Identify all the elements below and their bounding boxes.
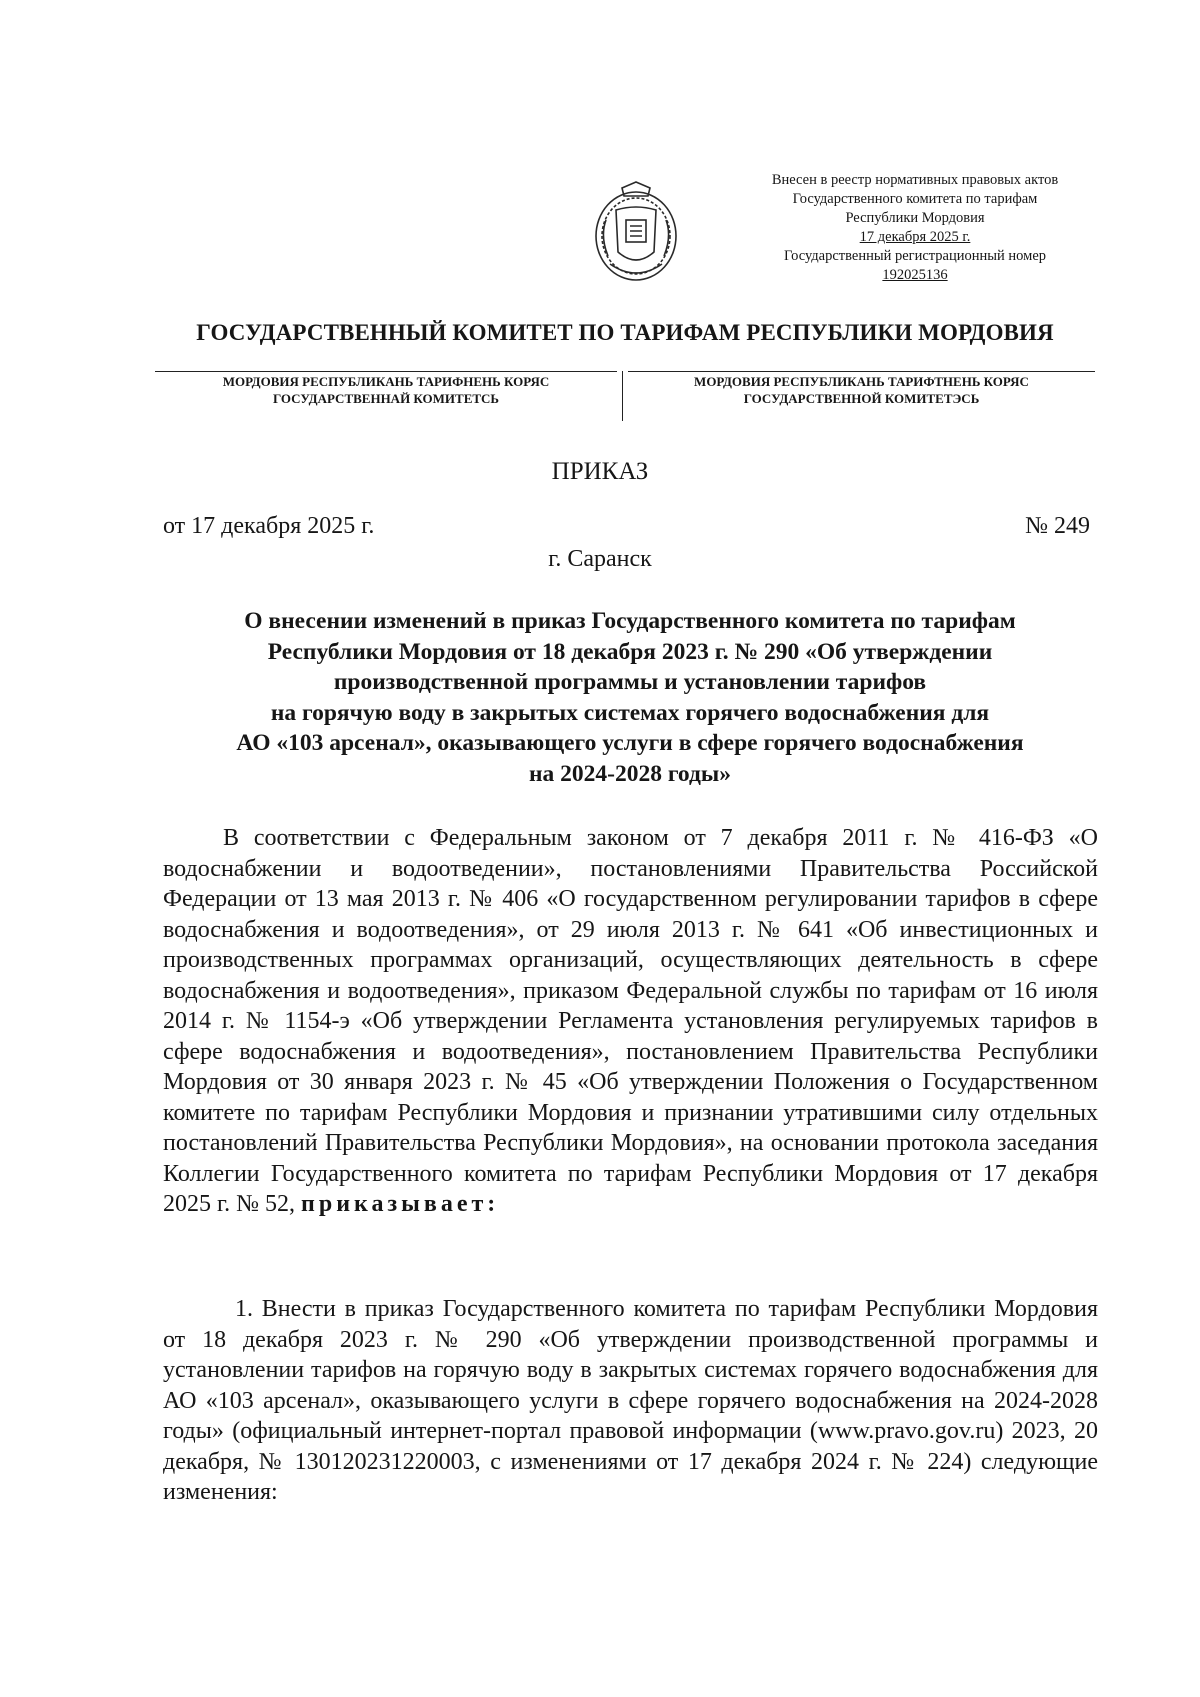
registry-line: Внесен в реестр нормативных правовых актов — [771, 172, 1059, 188]
header-subline: ГОСУДАРСТВЕННОЙ КОМИТЕТЭСЬ — [743, 391, 980, 406]
committee-name: ГОСУДАРСТВЕННЫЙ КОМИТЕТ ПО ТАРИФАМ РЕСПУБЛИКИ МОРДОВИЯ — [196, 320, 1054, 345]
clause-1-paragraph: 1. Внести в приказ Государственного комитета по тарифам Республики Мордовия от 18 декабря 2023 г. № 290 «Об утверждении производственной программы и установлении тарифов на горячую воду в закрытых системах горячего водоснабжения для АО «103 арсенал», оказывающего услуги в сфере горячего водоснабжения на 2024-2028 годы» (официальный интернет-портал правовой информации (www.pravo.gov.ru) 2023, 20 декабря, № 130120231220003, с изменениями от 17 декабря 2024 г. № 224) следующие изменения: — [163, 1296, 1098, 1505]
registry-line: Республики Мордовия — [845, 210, 985, 226]
order-date: от 17 декабря 2025 г. — [163, 513, 375, 539]
coat-of-arms-icon — [592, 180, 680, 284]
header-rule-left — [155, 371, 617, 372]
title-line: производственной программы и установлении тарифов — [333, 669, 927, 695]
registry-number: 192025136 — [882, 267, 948, 283]
header-rule-right — [628, 371, 1095, 372]
title-line: на горячую воду в закрытых системах горячего водоснабжения для — [270, 699, 990, 726]
committee-name-erzya — [628, 373, 1095, 407]
document-title — [150, 606, 1110, 789]
committee-name-moksha — [155, 373, 617, 407]
preamble-paragraph — [163, 823, 1098, 1220]
order-number: № 249 — [1025, 513, 1090, 539]
registry-line: Государственного комитета по тарифам — [792, 191, 1038, 207]
header-subline: МОРДОВИЯ РЕСПУБЛИКАНЬ ТАРИФНЕНЬ КОРЯС — [222, 374, 550, 389]
title-line: Республики Мордовия от 18 декабря 2023 г. № 290 «Об утверждении — [267, 638, 993, 665]
title-line: на 2024-2028 годы» — [528, 760, 731, 787]
registry-line: Государственный регистрационный номер — [783, 248, 1047, 264]
title-line: АО «103 арсенал», оказывающего услуги в сфере горячего водоснабжения — [236, 730, 1024, 756]
decree-word: приказывает: — [301, 1191, 500, 1217]
header-divider — [622, 371, 623, 421]
order-city: г. Саранск — [548, 546, 652, 572]
preamble-text: В соответствии с Федеральным законом от 7 декабря 2011 г. № 416-ФЗ «О водоснабжении и водоотведении», постановлениями Правительства Российской Федерации от 13 мая 2013 г. № 406 «О государственном регулировании тарифов в сфере водоснабжения и водоотведения», от 29 июля 2013 г. № 641 «Об инвестиционных и производственных программах организаций, осуществляющих деятельность в сфере водоснабжения и водоотведения», приказом Федеральной службы по тарифам от 16 июля 2014 г. № 1154-э «Об утверждении Регламента установления регулируемых тарифов в сфере водоснабжения и водоотведения», постановлением Правительства Республики Мордовия от 30 января 2023 г. № 45 «Об утверждении Положения о Государственном комитете по тарифам Республики Мордовия и признании утратившими силу отдельных постановлений Правительства Республики Мордовия», на основании протокола заседания Коллегии Государственного комитета по тарифам Республики Мордовия от 17 декабря 2025 г. № 52, — [163, 825, 1098, 1217]
registry-date: 17 декабря 2025 г. — [859, 229, 971, 245]
header-subline: ГОСУДАРСТВЕННАЙ КОМИТЕТСЬ — [272, 391, 500, 406]
header-subline: МОРДОВИЯ РЕСПУБЛИКАНЬ ТАРИФТНЕНЬ КОРЯС — [694, 374, 1029, 389]
order-title: ПРИКАЗ — [551, 458, 649, 485]
registry-stamp — [735, 171, 1095, 285]
title-line: О внесении изменений в приказ Государственного комитета по тарифам — [244, 608, 1016, 634]
